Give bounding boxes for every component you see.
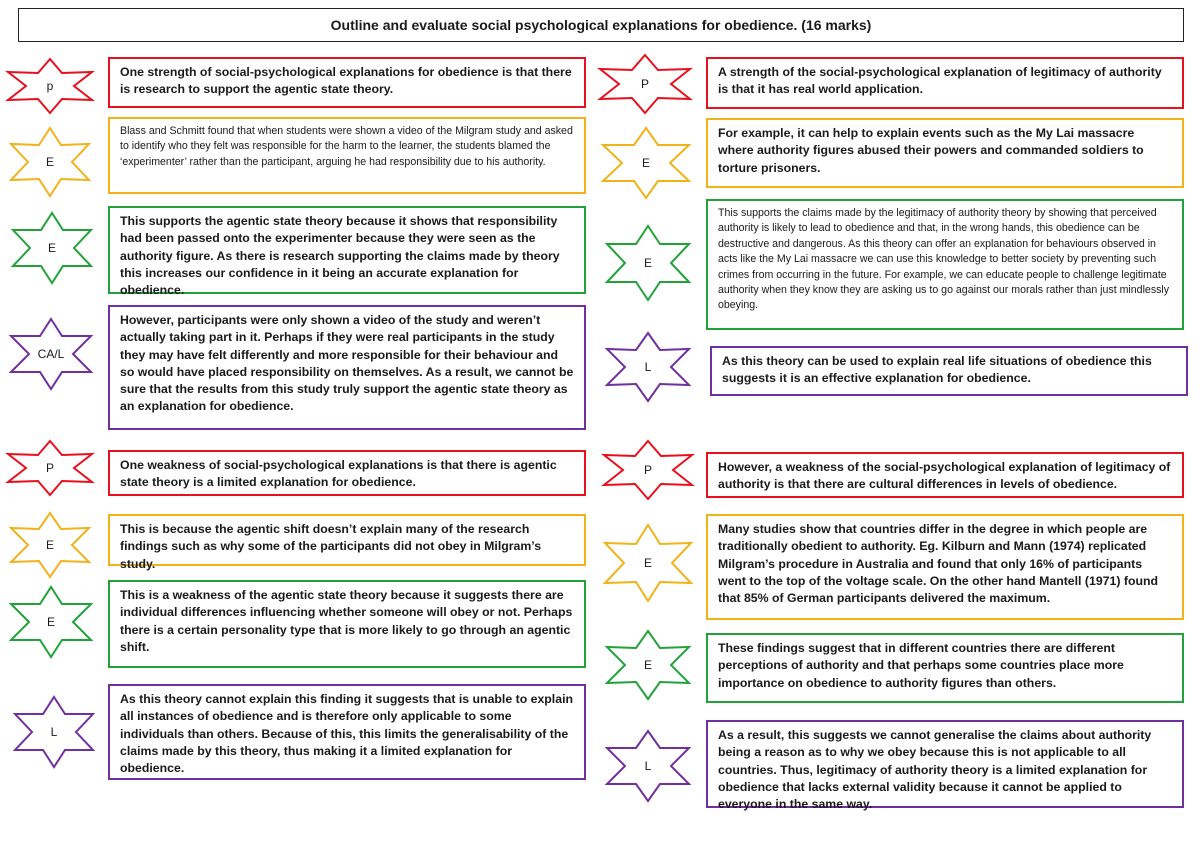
evidence-box: Many studies show that countries differ in the degree in which people are traditionally obedient to authority. Eg. Kilburn and Mann (1974) replicated Milgram’s procedure in Australia and found that only 16% of participants went to the top of the voltage scale. On the other hand Mantell (1971) found that 85% of German participants delivered the maximum. — [706, 514, 1184, 620]
star-badge-p — [4, 440, 96, 496]
star-badge-ca-l — [8, 318, 94, 390]
star-badge-l — [604, 730, 692, 802]
star-badge-l — [12, 696, 96, 768]
star-label: E — [45, 538, 54, 552]
link-box: As this theory can be used to explain real life situations of obedience this suggests it is an effective explanation for obedience. — [710, 346, 1188, 396]
evidence-box: This is because the agentic shift doesn’t explain many of the research findings such as why some of the participants did not obey in Milgram’s study. — [108, 514, 586, 566]
point-box: One weakness of social-psychological explanations is that there is agentic state theory is a limited explanation for obedience. — [108, 450, 586, 496]
link-box: As a result, this suggests we cannot generalise the claims about authority being a reason as to why we obey because this is not applicable to all countries. Thus, legitimacy of authority theory is a limited explanation for obedience that lacks external validity because it cannot be applied to everyone in the same way. — [706, 720, 1184, 808]
star-label: L — [644, 759, 652, 773]
star-label: E — [643, 556, 652, 570]
star-badge-e — [604, 225, 692, 301]
point-box: A strength of the social-psychological explanation of legitimacy of authority is that it has real world application. — [706, 57, 1184, 109]
point-box: One strength of social-psychological explanations for obedience is that there is research to support the agentic state theory. — [108, 57, 586, 108]
star-badge-e — [600, 127, 692, 199]
star-badge-e — [8, 127, 92, 197]
explanation-box: This is a weakness of the agentic state theory because it suggests there are individual differences influencing whether someone will obey or not. Perhaps there is a certain personality type that is more likely to go through an agentic shift. — [108, 580, 586, 668]
point-box: However, a weakness of the social-psychological explanation of legitimacy of authority is that there are cultural differences in levels of obedience. — [706, 452, 1184, 498]
star-label: E — [46, 615, 55, 629]
star-label: L — [644, 360, 652, 374]
star-label: E — [641, 156, 650, 170]
star-label: L — [50, 725, 58, 739]
star-label: CA/L — [37, 347, 65, 361]
star-label: E — [643, 658, 652, 672]
star-badge-e — [8, 586, 94, 658]
star-badge-e — [8, 512, 92, 578]
star-label: P — [640, 77, 649, 91]
star-label: E — [45, 155, 54, 169]
explanation-box: These findings suggest that in different countries there are different perceptions of authority and that perhaps some countries place more importance on obedience to authority figures than others. — [706, 633, 1184, 703]
star-label: P — [45, 461, 54, 475]
star-badge-p — [596, 54, 694, 114]
explanation-box: This supports the claims made by the legitimacy of authority theory by showing that perceived authority is likely to lead to obedience and that, in the wrong hands, this obedience can be destructive and dangerous. As this theory can offer an explanation for behaviours observed in acts like the My Lai massacre we can use this knowledge to better society by preventing such crimes from occurring in the future. For example, we can educate people to challenge legitimate authority when they know they are asking us to go against our morals rather than just mindlessly obeying. — [706, 199, 1184, 330]
counter-argument-box: However, participants were only shown a video of the study and weren’t actually taking part in it. Perhaps if they were real participants in the study they may have felt differently and more responsible for their behaviour and so would have placed responsibility on themselves. As a result, we cannot be sure that the results from this study truly support the agentic state theory as an explanation for obedience. — [108, 305, 586, 430]
explanation-box: This supports the agentic state theory because it shows that responsibility had been passed onto the experimenter because they were seen as the authority figure. As there is research supporting the claims made by theory this increases our confidence in it being an accurate explanation for obedience. — [108, 206, 586, 294]
star-label: E — [643, 256, 652, 270]
star-label: E — [47, 241, 56, 255]
star-label: p — [46, 79, 54, 93]
link-box: As this theory cannot explain this finding it suggests that is unable to explain all instances of obedience and is therefore only applicable to some individuals than others. Because of this, this limits the generalisability of the claims made by this theory, thus making it a limited explanation for obedience. — [108, 684, 586, 780]
star-badge-p — [600, 440, 696, 500]
star-badge-e — [604, 630, 692, 700]
evidence-box: Blass and Schmitt found that when students were shown a video of the Milgram study and asked to identify who they felt was responsible for the harm to the learner, the students blamed the ‘experimenter’ rather than the participant, arguing he had responsibility due to his authority. — [108, 117, 586, 194]
star-label: P — [643, 463, 652, 477]
star-badge-l — [604, 332, 692, 402]
page-title: Outline and evaluate social psychological explanations for obedience. (16 marks) — [18, 8, 1184, 42]
star-badge-e — [10, 212, 94, 284]
star-badge-p — [4, 58, 96, 114]
star-badge-e — [602, 524, 694, 602]
evidence-box: For example, it can help to explain events such as the My Lai massacre where authority figures abused their powers and commanded soldiers to torture prisoners. — [706, 118, 1184, 188]
